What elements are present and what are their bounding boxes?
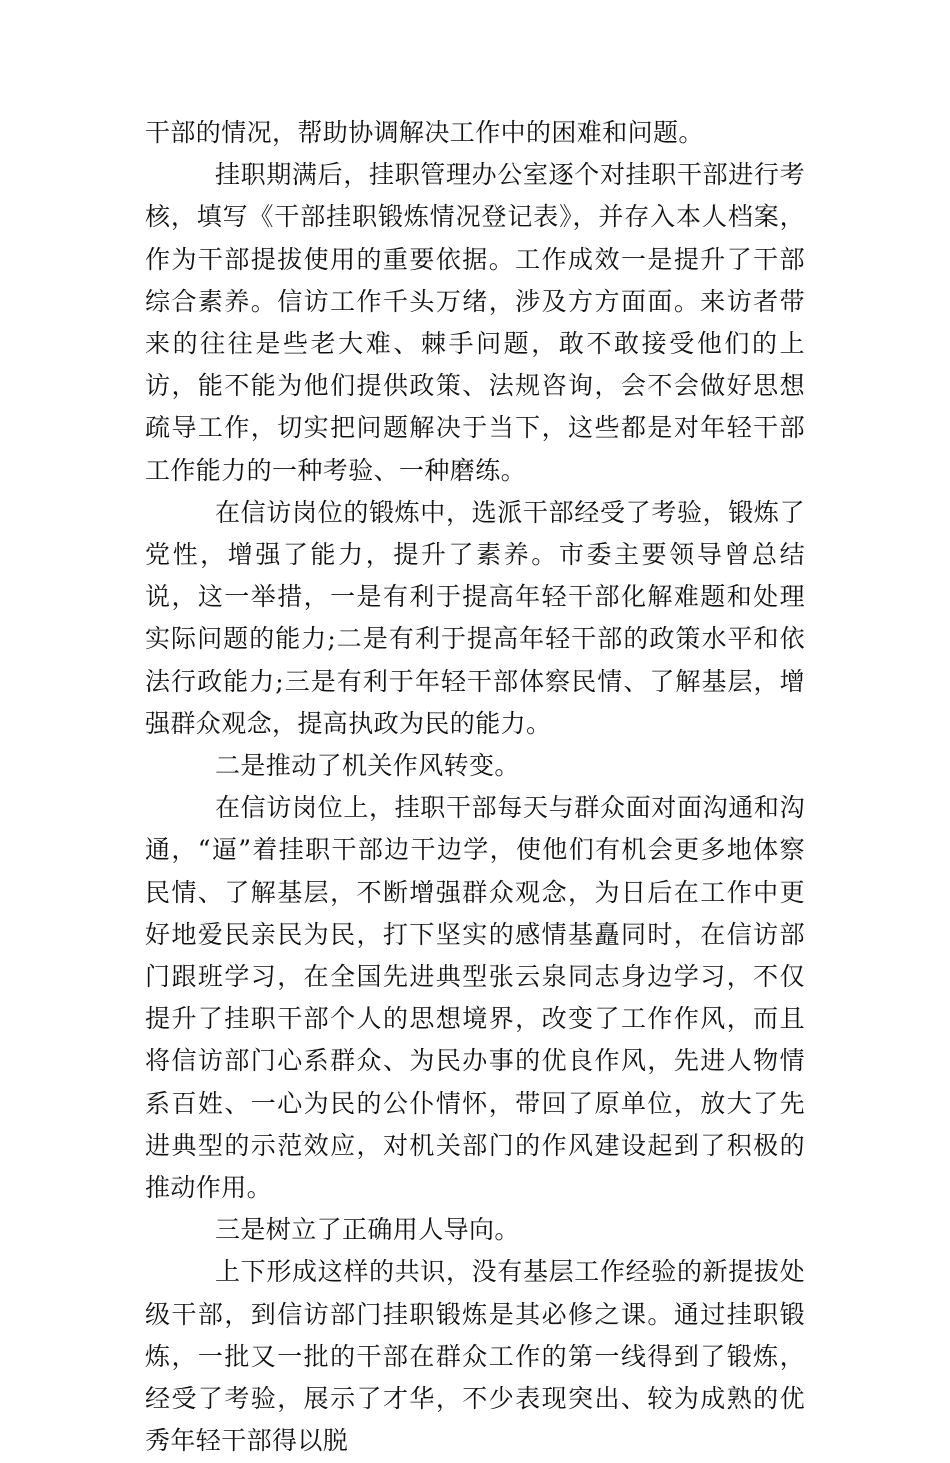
paragraph-3: 在信访岗位的锻炼中，选派干部经受了考验，锻炼了党性，增强了能力，提升了素养。市委主要领导曾总结说，这一举措，一是有利于提高年轻干部化解难题和处理实际问题的能力;二是有利于提高年轻干部的政策水平和依法行政能力;三是有利于年轻干部体察民情、了解基层，增强群众观念，提高执政为民的能力。 — [145, 497, 805, 738]
paragraph-7: 上下形成这样的共识，没有基层工作经验的新提拔处级干部，到信访部门挂职锻炼是其必修之课。通过挂职锻炼，一批又一批的干部在群众工作的第一线得到了锻炼，经受了考验，展示了才华，不少表现突出、较为成熟的优秀年轻干部得以脱 — [145, 1257, 805, 1456]
paragraph-4-heading: 二是推动了机关作风转变。 — [215, 751, 520, 781]
paragraph-2: 挂职期满后，挂职管理办公室逐个对挂职干部进行考核，填写《干部挂职锻炼情况登记表》，并存入本人档案，作为干部提拔使用的重要依据。工作成效一是提升了干部综合素养。信访工作千头万绪，涉及方方面面。来访者带来的往往是些老大难、棘手问题，敢不敢接受他们的上访，能不能为他们提供政策、法规咨询，会不会做好思想疏导工作，切实把问题解决于当下，这些都是对年轻干部工作能力的一种考验、一种磨练。 — [145, 160, 805, 485]
document-body — [145, 112, 805, 1463]
paragraph-5: 在信访岗位上，挂职干部每天与群众面对面沟通和沟通，“逼”着挂职干部边干边学，使他们有机会更多地体察民情、了解基层，不断增强群众观念，为日后在工作中更好地爱民亲民为民，打下坚实的感情基矗同时，在信访部门跟班学习，在全国先进典型张云泉同志身边学习，不仅提升了挂职干部个人的思想境界，改变了工作作风，而且将信访部门心系群众、为民办事的优良作风，先进人物情系百姓、一心为民的公仆情怀，带回了原单位，放大了先进典型的示范效应，对机关部门的作风建设起到了积极的推动作用。 — [145, 793, 805, 1203]
paragraph-6-heading: 三是树立了正确用人导向。 — [215, 1215, 520, 1245]
paragraph-1: 干部的情况，帮助协调解决工作中的困难和问题。 — [145, 118, 704, 147]
